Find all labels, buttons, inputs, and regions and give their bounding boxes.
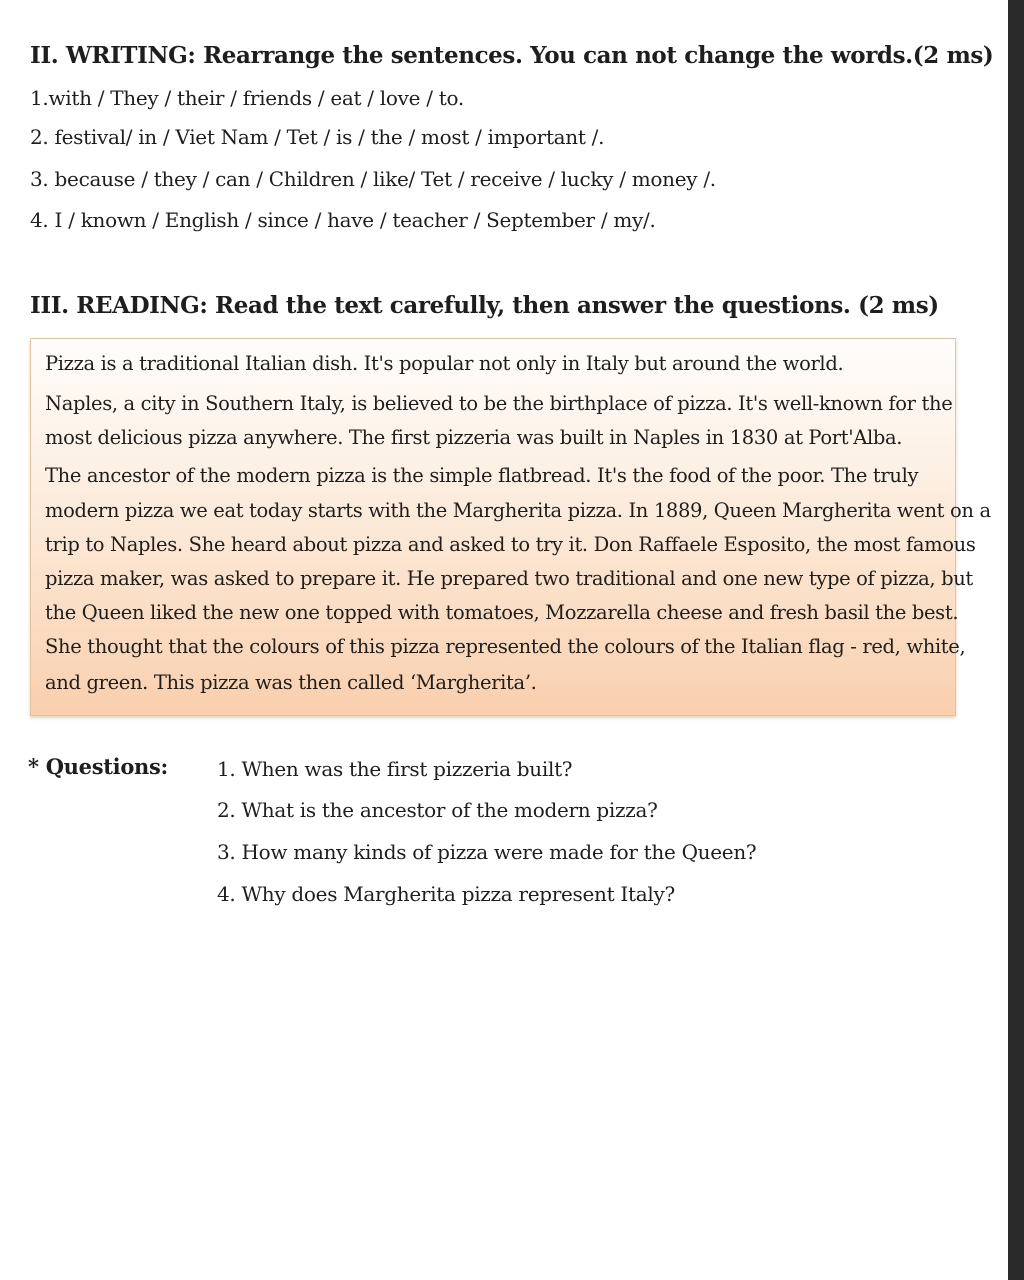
passage-line: and green. This pizza was then called ‘Margherita’. [45,671,537,694]
question-item-3: 3. How many kinds of pizza were made for the Queen? [217,840,757,864]
passage-line: most delicious pizza anywhere. The first pizzeria was built in Naples in 1830 at Port'Alba. [45,426,903,449]
passage-line: the Queen liked the new one topped with tomatoes, Mozzarella cheese and fresh basil the best. [45,601,959,624]
questions-label: * Questions: [28,754,168,779]
question-item-4: 4. Why does Margherita pizza represent Italy? [217,882,675,906]
passage-line: modern pizza we eat today starts with the Margherita pizza. In 1889, Queen Margherita went on a [45,499,991,522]
writing-item-4: 4. I / known / English / since / have / teacher / September / my/. [30,208,656,232]
writing-item-3: 3. because / they / can / Children / like/ Tet / receive / lucky / money /. [30,167,716,191]
window-edge-bar [1008,0,1024,1280]
passage-line: pizza maker, was asked to prepare it. He prepared two traditional and one new type of pizza, but [45,567,973,590]
writing-item-1: 1.with / They / their / friends / eat / love / to. [30,86,464,110]
passage-line: The ancestor of the modern pizza is the simple flatbread. It's the food of the poor. The truly [45,464,919,487]
passage-line: Pizza is a traditional Italian dish. It's popular not only in Italy but around the world. [45,352,844,375]
question-item-1: 1. When was the first pizzeria built? [217,757,573,781]
passage-line: She thought that the colours of this pizza represented the colours of the Italian flag - red, white, [45,635,966,658]
writing-item-2: 2. festival/ in / Viet Nam / Tet / is / the / most / important /. [30,125,605,149]
passage-line: Naples, a city in Southern Italy, is believed to be the birthplace of pizza. It's well-known for the [45,392,953,415]
passage-line: trip to Naples. She heard about pizza and asked to try it. Don Raffaele Esposito, the most famous [45,533,976,556]
reading-passage-box [30,338,991,716]
question-item-2: 2. What is the ancestor of the modern pizza? [217,798,658,822]
reading-section-heading: III. READING: Read the text carefully, then answer the questions. (2 ms) [30,292,939,319]
writing-section-heading: II. WRITING: Rearrange the sentences. You can not change the words.(2 ms) [30,42,994,69]
